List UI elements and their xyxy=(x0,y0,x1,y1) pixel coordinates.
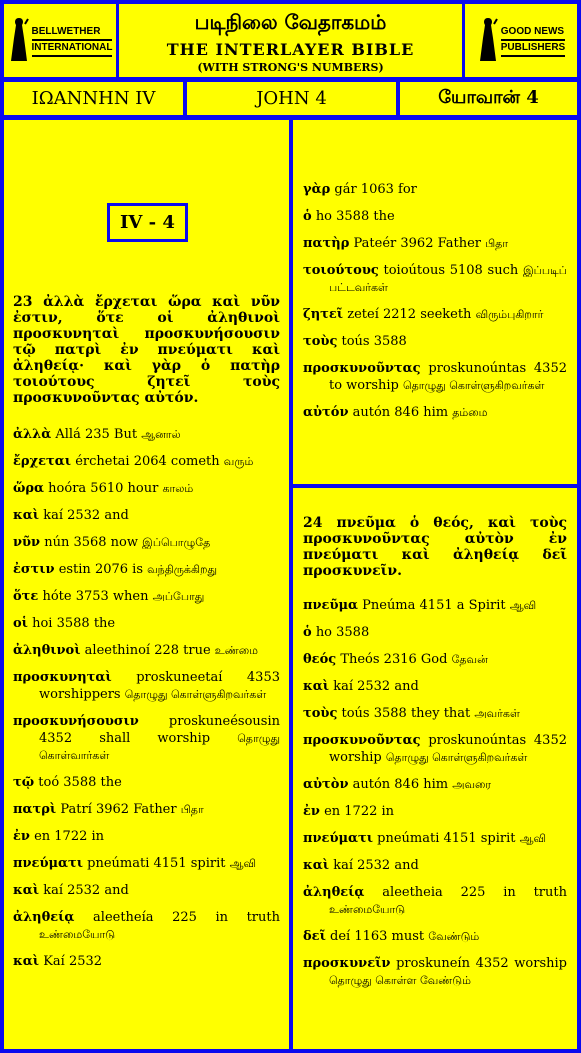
greek-word: ἐν xyxy=(13,829,30,844)
word-entry xyxy=(303,262,567,296)
transliteration-gloss: toó 3588 the xyxy=(38,775,122,790)
verse-24: 24 πνεῦμα ὁ θεός, καὶ τοὺς προσκυνοῦντας αὐτὸν ἐν πνεύματι καὶ ἀληθείᾳ δεῖ προσκυνεῖν. xyxy=(303,515,567,579)
word-entry xyxy=(303,181,567,198)
transliteration-gloss: Pneúma 4151 a Spirit xyxy=(362,598,506,613)
verse-23: 23 ἀλλὰ ἔρχεται ὥρα καὶ νῦν ἐστιν, ὅτε οἱ ἀληθινοὶ προσκυνηταὶ προσκυνήσουσιν τῷ πατρὶ ἐν πνεύματι καὶ ἀληθείᾳ· καὶ γὰρ ὁ πατὴρ τοιούτους ζητεῖ τοὺς προσκυνοῦντας αὐτόν. xyxy=(13,294,280,406)
good-news-logo xyxy=(477,16,565,66)
tamil-gloss: உண்மை xyxy=(214,644,259,657)
tamil-gloss: அப்போது xyxy=(152,590,205,603)
word-entry xyxy=(303,678,567,695)
word-entry xyxy=(303,651,567,668)
transliteration-gloss: proskunoúntas 4352 to worship xyxy=(329,361,567,393)
nav-english xyxy=(187,82,396,115)
tamil-gloss: ஆவி xyxy=(519,832,547,845)
word-entry xyxy=(13,507,280,524)
shepherd-icon xyxy=(8,16,30,66)
bellwether-logo xyxy=(8,16,113,66)
greek-word: προσκυνοῦντας xyxy=(303,733,421,748)
word-entry xyxy=(303,360,567,394)
transliteration-gloss: kaí 2532 and xyxy=(43,883,129,898)
transliteration-gloss: hoi 3588 the xyxy=(32,616,116,631)
transliteration-gloss: toioútous 5108 such xyxy=(383,263,519,278)
right-top-column xyxy=(293,120,577,484)
transliteration-gloss: Allá 235 But xyxy=(55,427,138,442)
transliteration-gloss: ho 3588 xyxy=(315,625,370,640)
tamil-gloss: உண்மையோடு xyxy=(329,903,406,916)
left-logo-line-1: BELLWETHER xyxy=(32,25,113,41)
word-entry xyxy=(303,333,567,350)
tamil-gloss: உண்மையோடு xyxy=(39,928,116,941)
nav-tamil xyxy=(400,82,577,115)
word-entry xyxy=(13,615,280,632)
word-entry xyxy=(13,561,280,578)
greek-word: πνεῦμα xyxy=(303,598,358,613)
tamil-gloss: தேவன் xyxy=(451,653,488,666)
greek-word: ἀλλὰ xyxy=(13,427,52,442)
transliteration-gloss: kaí 2532 and xyxy=(333,858,419,873)
greek-word: καὶ xyxy=(303,858,330,873)
transliteration-gloss: pneúmati 4151 spirit xyxy=(377,831,516,846)
transliteration-gloss: hóte 3753 when xyxy=(42,589,149,604)
right-logo-box xyxy=(465,4,577,77)
word-entry xyxy=(13,953,280,970)
word-entry xyxy=(303,404,567,421)
subtitle: (WITH STRONG'S NUMBERS) xyxy=(197,61,384,74)
left-logo-line-2: INTERNATIONAL xyxy=(32,41,113,57)
greek-word: προσκυνοῦντας xyxy=(303,361,421,376)
greek-word: ἀληθείᾳ xyxy=(13,910,75,925)
word-entry xyxy=(13,774,280,791)
greek-word: καὶ xyxy=(13,883,40,898)
tamil-gloss: தொழுது கொள்வார்கள் xyxy=(39,732,280,762)
transliteration-gloss: ho 3588 the xyxy=(315,209,395,224)
transliteration-gloss: nún 3568 now xyxy=(44,535,138,550)
transliteration-gloss: aleetheia 225 in truth xyxy=(382,885,567,900)
word-entry xyxy=(13,480,280,497)
word-entry xyxy=(13,828,280,845)
transliteration-gloss: érchetai 2064 cometh xyxy=(75,454,220,469)
greek-word: θεός xyxy=(303,652,337,667)
word-entry xyxy=(13,882,280,899)
right-bottom-column xyxy=(293,488,577,1049)
transliteration-gloss: proskuneín 4352 worship xyxy=(396,956,567,971)
transliteration-gloss: proskuneetaí 4353 worshippers xyxy=(39,670,280,702)
right-logo-line-1: GOOD NEWS xyxy=(501,25,565,41)
transliteration-gloss: aleetheía 225 in truth xyxy=(93,910,280,925)
greek-word: καὶ xyxy=(303,679,330,694)
word-entry xyxy=(13,588,280,605)
tamil-gloss: விரும்புகிறார் xyxy=(475,308,544,321)
transliteration-gloss: toús 3588 they that xyxy=(341,706,471,721)
word-entry xyxy=(13,855,280,872)
word-entry xyxy=(303,884,567,918)
nav-greek xyxy=(4,82,183,115)
word-entry xyxy=(303,624,567,641)
greek-word: ἀληθινοὶ xyxy=(13,643,81,658)
transliteration-gloss: Pateér 3962 Father xyxy=(353,236,481,251)
tamil-gloss: ஆவி xyxy=(509,599,537,612)
greek-word: τοὺς xyxy=(303,706,338,721)
greek-word: πνεύματι xyxy=(13,856,84,871)
greek-word: ὅτε xyxy=(13,589,39,604)
transliteration-gloss: pneúmati 4151 spirit xyxy=(87,856,226,871)
word-entry xyxy=(13,909,280,943)
greek-word: ἀληθείᾳ xyxy=(303,885,365,900)
transliteration-gloss: gár 1063 for xyxy=(334,182,417,197)
transliteration-gloss: Kaí 2532 xyxy=(43,954,103,969)
greek-word: προσκυνήσουσιν xyxy=(13,714,139,729)
transliteration-gloss: zeteí 2212 seeketh xyxy=(347,307,472,322)
greek-word: τοὺς xyxy=(303,334,338,349)
word-entry xyxy=(303,776,567,793)
right-top-word-list xyxy=(303,181,567,421)
tamil-gloss: தொழுது கொள்ளுகிறவர்கள் xyxy=(385,751,528,764)
greek-word: τοιούτους xyxy=(303,263,379,278)
nav-tamil-label: யோவான் 4 xyxy=(438,87,539,108)
transliteration-gloss: autón 846 him xyxy=(352,405,449,420)
transliteration-gloss: en 1722 in xyxy=(34,829,105,844)
transliteration-gloss: kaí 2532 and xyxy=(43,508,129,523)
greek-word: ὁ xyxy=(303,625,312,640)
title-box xyxy=(119,4,462,77)
word-entry xyxy=(303,235,567,252)
transliteration-gloss: aleethinoí 228 true xyxy=(84,643,211,658)
greek-word: οἱ xyxy=(13,616,28,631)
greek-word: αὐτόν xyxy=(303,405,349,420)
greek-word: προσκυνηταὶ xyxy=(13,670,112,685)
word-entry xyxy=(303,928,567,945)
left-word-list xyxy=(13,426,280,970)
greek-word: νῦν xyxy=(13,535,41,550)
greek-word: ὥρα xyxy=(13,481,45,496)
tamil-gloss: பிதா xyxy=(485,237,509,250)
word-entry xyxy=(13,713,280,764)
transliteration-gloss: Theós 2316 God xyxy=(340,652,448,667)
transliteration-gloss: autón 846 him xyxy=(352,777,449,792)
word-entry xyxy=(303,705,567,722)
word-entry xyxy=(303,803,567,820)
word-entry xyxy=(303,830,567,847)
word-entry xyxy=(303,857,567,874)
greek-word: καὶ xyxy=(13,508,40,523)
transliteration-gloss: hoóra 5610 hour xyxy=(48,481,159,496)
greek-word: πατὴρ xyxy=(303,236,350,251)
word-entry xyxy=(13,669,280,703)
chapter-box: IV - 4 xyxy=(107,203,188,242)
tamil-gloss: ஆவி xyxy=(229,857,257,870)
tamil-gloss: காலம் xyxy=(162,482,194,495)
greek-word: γὰρ xyxy=(303,182,331,197)
shepherd-icon xyxy=(477,16,499,66)
tamil-gloss: ஆனால் xyxy=(141,428,181,441)
nav-english-label: JOHN 4 xyxy=(256,88,327,109)
tamil-gloss: இப்பொழுதே xyxy=(142,536,211,549)
tamil-gloss: தம்மை xyxy=(452,406,488,419)
word-entry xyxy=(303,208,567,225)
left-column xyxy=(4,120,289,1049)
title-english: THE INTERLAYER BIBLE xyxy=(166,40,415,59)
greek-word: προσκυνεῖν xyxy=(303,956,391,971)
word-entry xyxy=(13,801,280,818)
tamil-gloss: வேண்டும் xyxy=(428,930,480,943)
right-bottom-word-list xyxy=(303,597,567,989)
tamil-gloss: தொழுது கொள்ளுகிறவர்கள் xyxy=(403,379,545,392)
greek-word: ἐστιν xyxy=(13,562,55,577)
tamil-gloss: அவர்கள் xyxy=(474,707,520,720)
transliteration-gloss: estin 2076 is xyxy=(58,562,143,577)
word-entry xyxy=(303,955,567,989)
transliteration-gloss: deí 1163 must xyxy=(330,929,425,944)
tamil-gloss: தொழுது கொள்ளுகிறவர்கள் xyxy=(124,688,267,701)
greek-word: ὁ xyxy=(303,209,312,224)
title-tamil: படிநிலை வேதாகமம் xyxy=(194,10,387,34)
tamil-gloss: பிதா xyxy=(180,803,204,816)
greek-word: αὐτὸν xyxy=(303,777,349,792)
tamil-gloss: இப்படிப் பட்டவர்கள் xyxy=(329,264,567,294)
nav-greek-label: ΙΩΑΝΝΗΝ IV xyxy=(31,88,156,109)
transliteration-gloss: Patrí 3962 Father xyxy=(60,802,177,817)
word-entry xyxy=(13,453,280,470)
greek-word: πνεύματι xyxy=(303,831,374,846)
word-entry xyxy=(13,642,280,659)
tamil-gloss: தொழுது கொள்ள வேண்டும் xyxy=(329,974,471,987)
transliteration-gloss: proskunoúntas 4352 worship xyxy=(329,733,567,765)
transliteration-gloss: kaí 2532 and xyxy=(333,679,419,694)
word-entry xyxy=(303,732,567,766)
word-entry xyxy=(303,597,567,614)
word-entry xyxy=(13,426,280,443)
greek-word: δεῖ xyxy=(303,929,326,944)
transliteration-gloss: en 1722 in xyxy=(324,804,395,819)
greek-word: ἔρχεται xyxy=(13,454,72,469)
left-logo-box xyxy=(4,4,116,77)
transliteration-gloss: toús 3588 xyxy=(341,334,407,349)
greek-word: τῷ xyxy=(13,775,35,790)
transliteration-gloss: proskuneésousin 4352 shall worship xyxy=(39,714,280,746)
greek-word: ἐν xyxy=(303,804,320,819)
right-logo-line-2: PUBLISHERS xyxy=(501,41,565,57)
greek-word: πατρὶ xyxy=(13,802,57,817)
tamil-gloss: வந்திருக்கிறது xyxy=(147,563,217,576)
word-entry xyxy=(13,534,280,551)
word-entry xyxy=(303,306,567,323)
greek-word: ζητεῖ xyxy=(303,307,344,322)
tamil-gloss: அவரை xyxy=(452,778,492,791)
tamil-gloss: வரும் xyxy=(223,455,254,468)
greek-word: καὶ xyxy=(13,954,40,969)
